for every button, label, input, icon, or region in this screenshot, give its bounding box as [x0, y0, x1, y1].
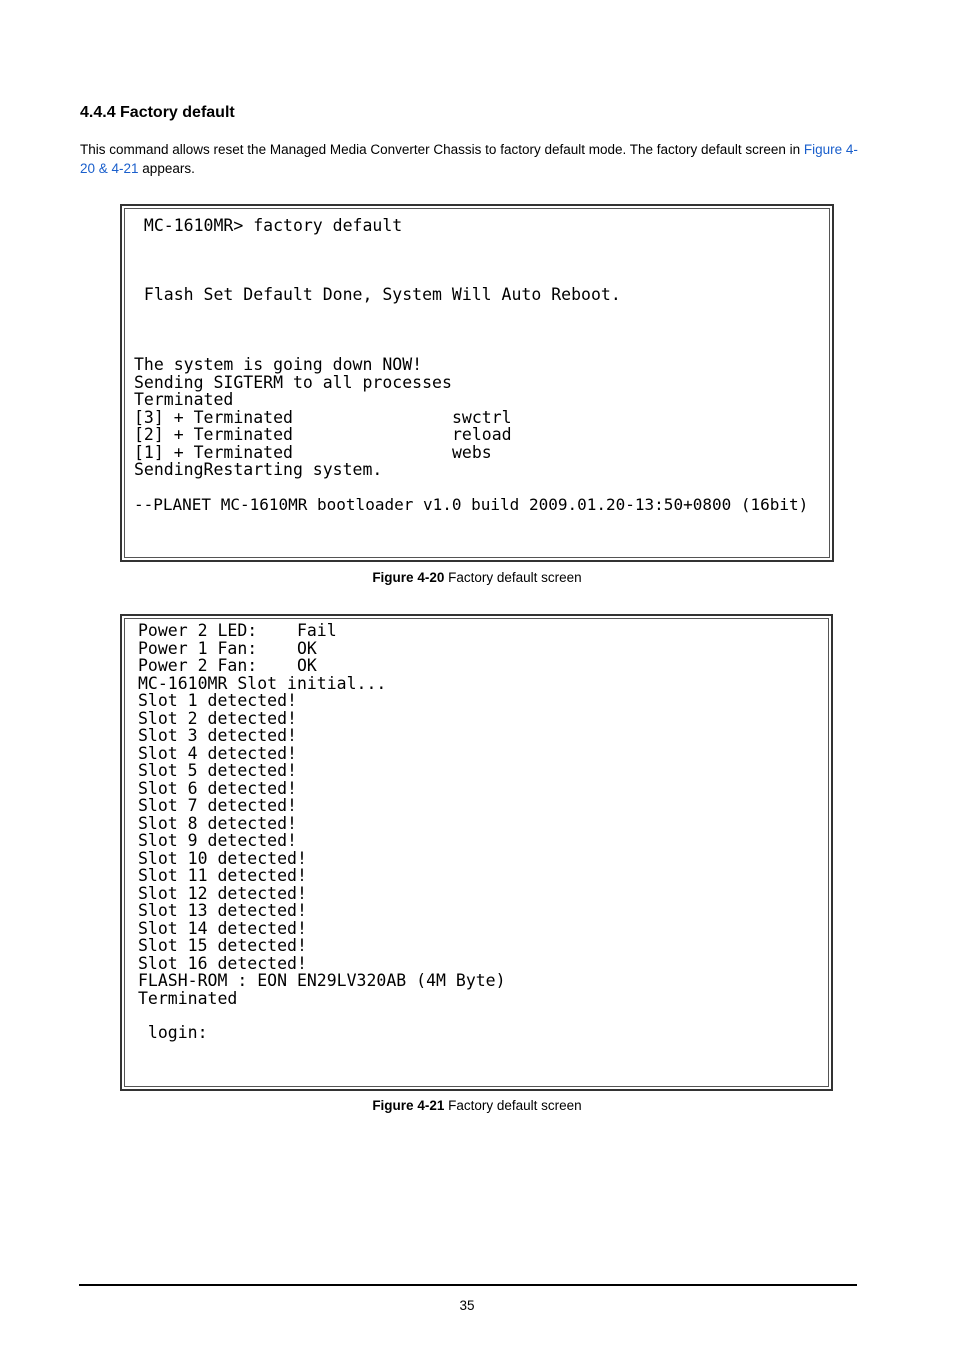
figure-label: Figure 4-21 — [372, 1098, 445, 1113]
terminal-screen-figure-4-20 — [120, 204, 834, 562]
intro-text-end: appears. — [138, 161, 195, 176]
intro-paragraph — [80, 140, 870, 178]
terminal-line: Slot 13 detected! — [138, 901, 307, 920]
terminal-line: Slot 10 detected! — [138, 848, 307, 868]
terminal-line: [2] + Terminated — [134, 425, 293, 444]
terminal-line: Power 2 Fan: OK — [138, 656, 317, 675]
figure-reference-link[interactable]: Figure 4-20 & 4-21 — [80, 142, 858, 176]
login-prompt: login: — [138, 1023, 208, 1042]
process-name: webs — [452, 442, 492, 462]
terminal-line: Slot 9 detected! — [138, 831, 297, 850]
terminal-line: Terminated — [134, 390, 234, 409]
terminal-line: Slot 11 detected! — [138, 866, 307, 885]
terminal-line: Power 1 Fan: OK — [138, 638, 317, 658]
terminal-line: The system is going down NOW! — [134, 355, 423, 374]
figure-caption-text: Factory default screen — [444, 570, 582, 585]
terminal-screen-figure-4-21 — [120, 614, 833, 1091]
terminal-line: [3] + Terminated — [134, 407, 293, 427]
terminal-line: Slot 14 detected! — [138, 918, 307, 938]
terminal-line: FLASH-ROM : EON EN29LV320AB (4M Byte) — [138, 971, 506, 990]
figure-caption — [0, 1098, 954, 1113]
figure-caption — [0, 570, 954, 585]
terminal-line: Power 2 LED: Fail — [138, 621, 337, 640]
terminal-line: Slot 5 detected! — [138, 761, 297, 780]
figure-label: Figure 4-20 — [372, 570, 445, 585]
terminal-line: Slot 4 detected! — [138, 743, 297, 763]
terminal-line: Slot 15 detected! — [138, 936, 307, 955]
terminal-line: Slot 3 detected! — [138, 726, 297, 745]
terminal-line: Slot 2 detected! — [138, 708, 297, 728]
process-name: swctrl — [452, 407, 512, 427]
terminal-line: MC-1610MR Slot initial... — [138, 673, 387, 693]
process-name: reload — [452, 425, 512, 444]
terminal-line: SendingRestarting system. — [134, 460, 383, 479]
footer-divider — [79, 1284, 857, 1286]
terminal-line: Slot 6 detected! — [138, 778, 297, 798]
terminal-line: Slot 1 detected! — [138, 691, 297, 710]
intro-text: This command allows reset the Managed Media Converter Chassis to factory default mode. The factory default screen in — [80, 142, 804, 157]
terminal-line: [1] + Terminated — [134, 442, 293, 462]
terminal-line: Sending SIGTERM to all processes — [134, 372, 452, 392]
terminal-line: MC-1610MR> factory default — [134, 216, 403, 235]
terminal-line: Slot 7 detected! — [138, 796, 297, 815]
terminal-line: Slot 12 detected! — [138, 883, 307, 903]
terminal-line: --PLANET MC-1610MR bootloader v1.0 build 2009.01.20-13:50+0800 (16bit) — [134, 495, 809, 514]
section-heading: 4.4.4 Factory default — [80, 104, 235, 121]
terminal-line: Slot 8 detected! — [138, 813, 297, 833]
terminal-line: Terminated — [138, 988, 238, 1008]
page-number: 35 — [459, 1298, 475, 1313]
figure-caption-text: Factory default screen — [444, 1098, 582, 1113]
terminal-line: Flash Set Default Done, System Will Auto Reboot. — [134, 285, 621, 304]
terminal-line: Slot 16 detected! — [138, 953, 307, 973]
